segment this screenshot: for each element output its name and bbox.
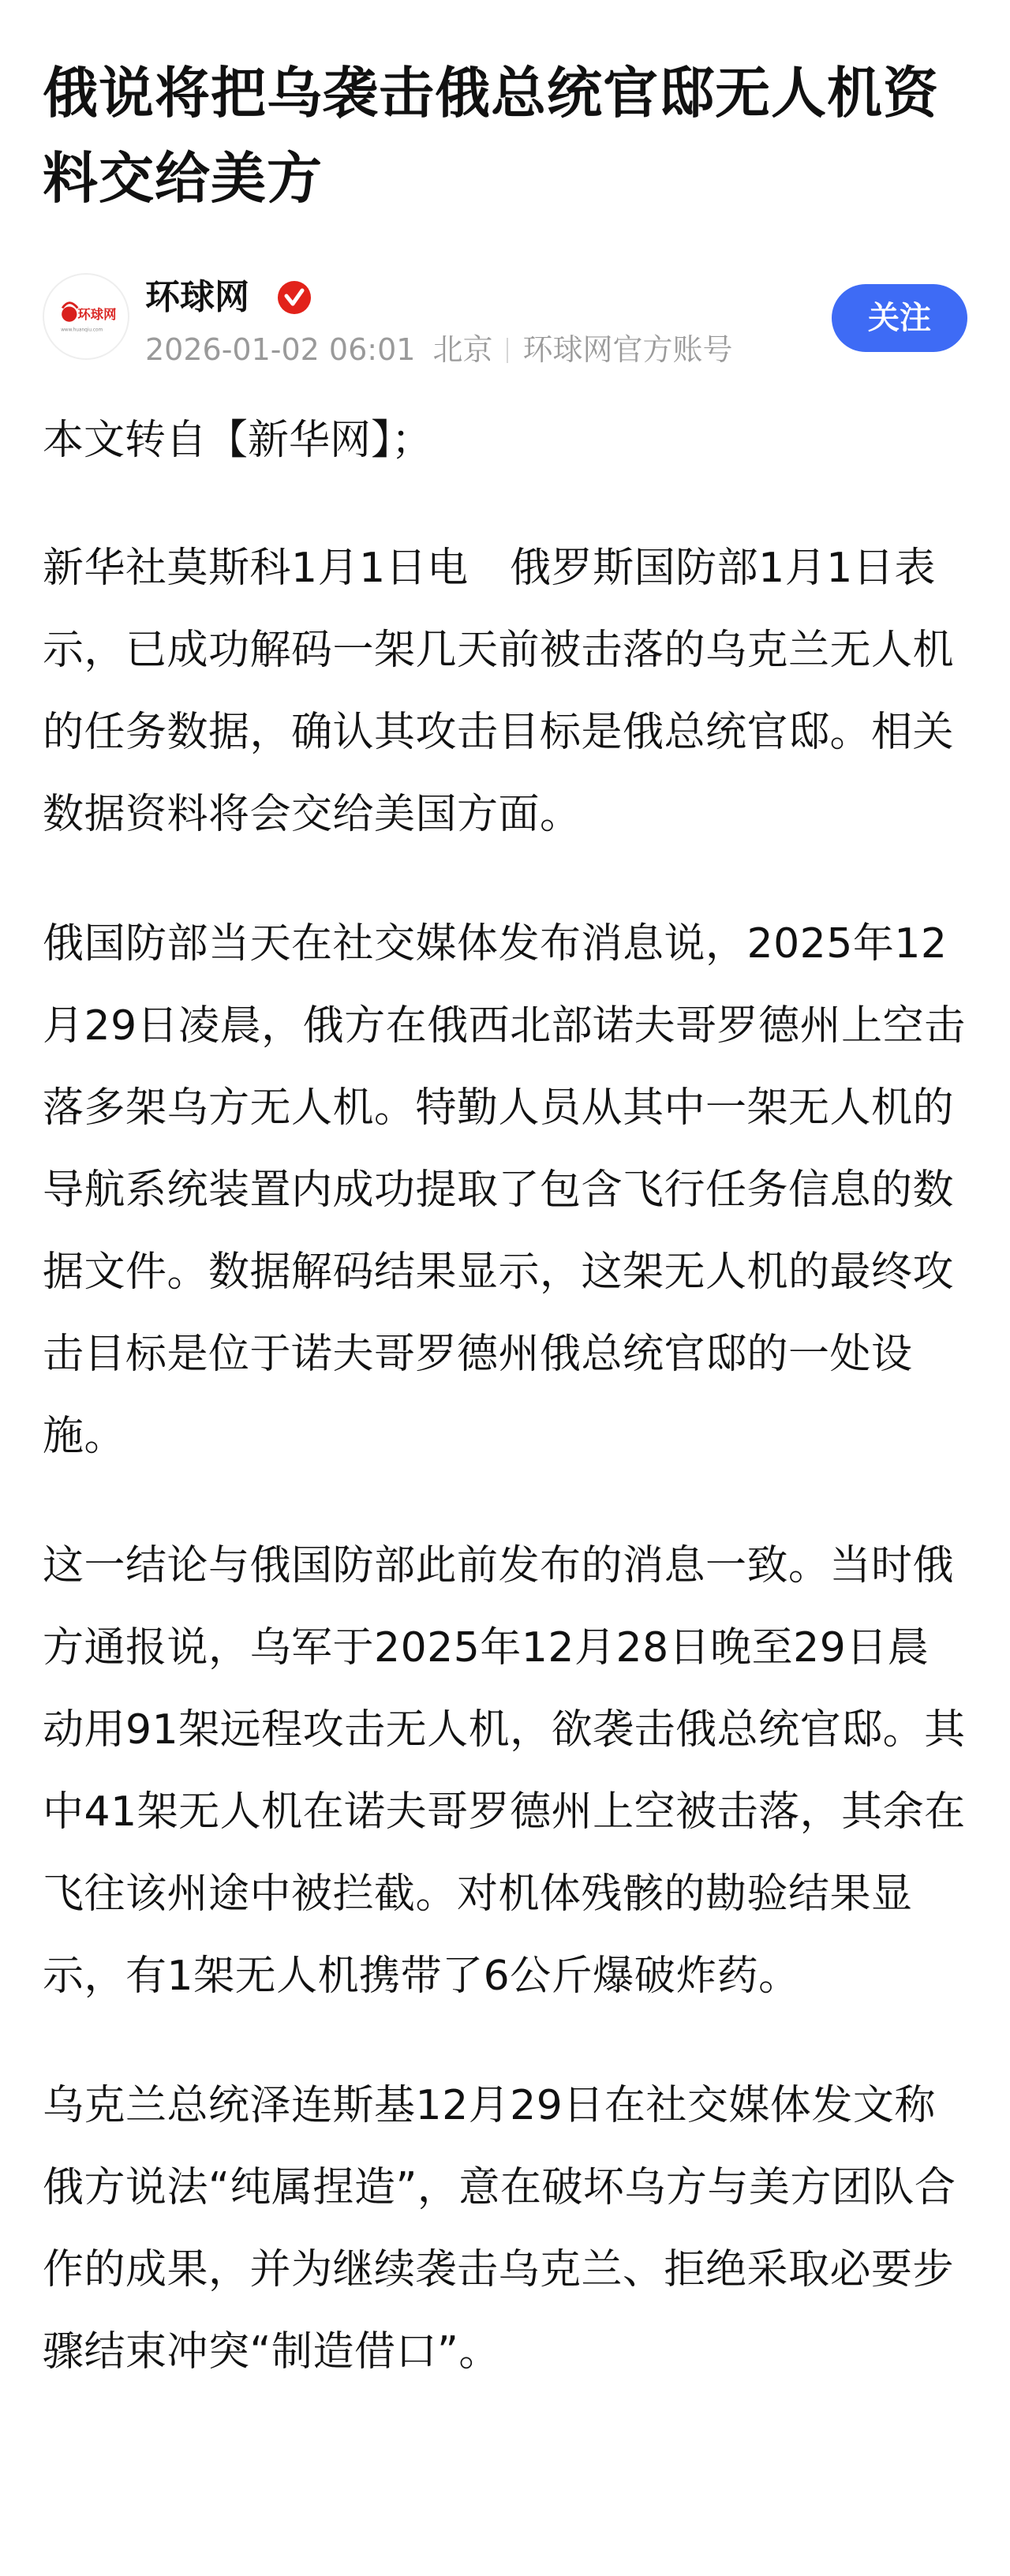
article-paragraph: 新华社莫斯科1月1日电 俄罗斯国防部1月1日表示，已成功解码一架几天前被击落的乌克兰无人机的任务数据，确认其攻击目标是俄总统官邸。相关数据资料将会交给美国方面。: [43, 545, 955, 838]
avatar-logo-subtext: www.huanqiu.com: [61, 328, 103, 333]
publish-date: 2026-01-02 06:01: [145, 332, 416, 367]
article-paragraph: 俄国防部当天在社交媒体发布消息说，2025年12月29日凌晨，俄方在俄西北部诺夫哥罗德州上空击落多架乌方无人机。特勤人员从其中一架无人机的导航系统装置内成功提取了包含飞行任务信息的数据文件。数据解码结果显示，这架无人机的最终攻击目标是位于诺夫哥罗德州俄总统官邸的一处设施。: [43, 920, 966, 1460]
article-paragraph: 这一结论与俄国防部此前发布的消息一致。当时俄方通报说，乌军于2025年12月28日晚至29日晨动用91架远程攻击无人机，欲袭击俄总统官邸。其中41架无人机在诺夫哥罗德州上空被击落，其余在飞往该州途中被拦截。对机体残骸的勘验结果显示，有1架无人机携带了6公斤爆破炸药。: [43, 1542, 966, 2000]
author-name[interactable]: 环球网: [145, 277, 249, 317]
source-line: 本文转自【新华网】；: [43, 417, 433, 464]
author-row: [43, 273, 967, 376]
publish-location: 北京: [432, 332, 493, 367]
huanqiu-logo-icon[interactable]: [43, 273, 129, 360]
avatar-logo-text: 环球网: [77, 306, 117, 322]
article-title: 俄说将把乌袭击俄总统官邸无人机资料交给美方: [43, 61, 939, 211]
avatar-logo-graphic: [44, 275, 128, 358]
meta-divider: [507, 338, 508, 363]
verified-badge-icon: [276, 279, 312, 316]
follow-button[interactable]: 关注: [832, 284, 967, 352]
article-paragraph: 乌克兰总统泽连斯基12月29日在社交媒体发文称俄方说法“纯属捏造”，意在破坏乌方与美方团队合作的成果，并为继续袭击乌克兰、拒绝采取必要步骤结束冲突“制造借口”。: [43, 2082, 956, 2376]
account-type: 环球网官方账号: [522, 332, 733, 367]
article-meta: [145, 330, 732, 369]
